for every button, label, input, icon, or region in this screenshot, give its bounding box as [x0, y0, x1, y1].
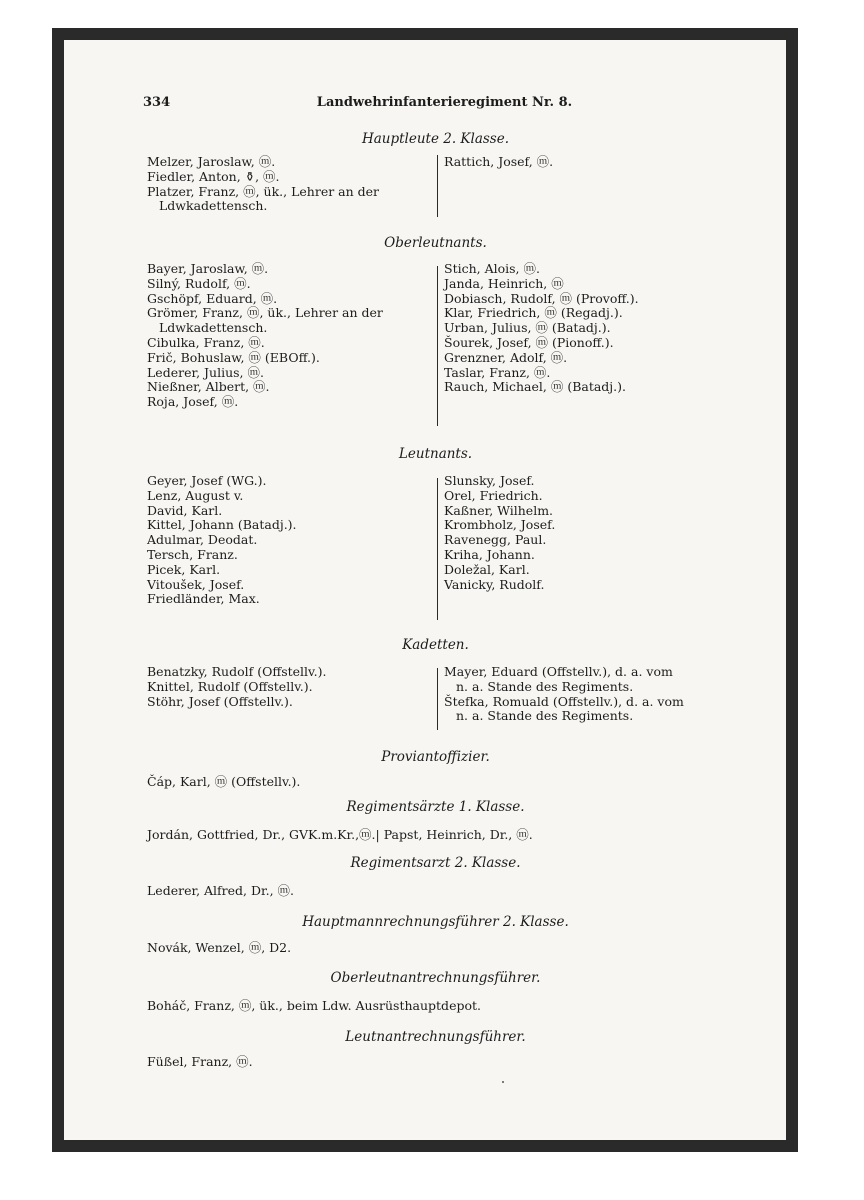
- list-item: Picek, Karl.: [147, 561, 221, 577]
- heading-oberleutnantrechnungsfuehrer: Oberleutnantrechnungsführer.: [330, 970, 541, 986]
- list-item: Grenzner, Adolf, ⓜ.: [444, 349, 568, 365]
- list-item: Ldwkadettensch.: [159, 320, 268, 336]
- list-item: Rauch, Michael, ⓜ (Batadj.).: [444, 379, 627, 395]
- kadetten-left-column: [147, 665, 326, 709]
- list-item: Stöhr, Josef (Offstellv.).: [147, 693, 293, 709]
- list-item: Rattich, Josef, ⓜ.: [444, 154, 554, 169]
- heading-kadetten: Kadetten.: [402, 637, 469, 653]
- list-item: Knittel, Rudolf (Offstellv.).: [147, 678, 313, 694]
- heading-leutnantrechnungsfuehrer: Leutnantrechnungsführer.: [345, 1029, 526, 1045]
- column-divider: [437, 266, 438, 426]
- heading-hauptleute: Hauptleute 2. Klasse.: [361, 131, 510, 147]
- list-item: Doležal, Karl.: [444, 561, 530, 577]
- list-item: Cibulka, Franz, ⓜ.: [147, 334, 265, 350]
- list-item: Kittel, Johann (Batadj.).: [147, 517, 297, 533]
- list-item: Stich, Alois, ⓜ.: [444, 261, 540, 276]
- list-item: Platzer, Franz, ⓜ, ük., Lehrer an der: [147, 183, 380, 199]
- list-item: Klar, Friedrich, ⓜ (Regadj.).: [444, 305, 623, 321]
- list-item: Tersch, Franz.: [147, 546, 238, 562]
- column-divider: [437, 155, 438, 217]
- list-item: Dobiasch, Rudolf, ⓜ (Provoff.).: [444, 290, 639, 306]
- heading-regimentsaerzte: Regimentsärzte 1. Klasse.: [346, 799, 525, 815]
- list-item: Gschöpf, Eduard, ⓜ.: [147, 290, 278, 306]
- list-item: Kriha, Johann.: [444, 546, 535, 562]
- regimentsaerzte-entry: Jordán, Gottfried, Dr., GVK.m.Kr.,ⓜ.| Papst, Heinrich, Dr., ⓜ.: [147, 827, 533, 842]
- list-item: Lederer, Julius, ⓜ.: [147, 364, 264, 380]
- list-item: n. a. Stande des Regiments.: [456, 708, 634, 724]
- proviant-entry: Čáp, Karl, ⓜ (Offstellv.).: [147, 774, 301, 789]
- list-item: n. a. Stande des Regiments.: [456, 678, 634, 694]
- list-item: Krombholz, Josef.: [444, 517, 556, 533]
- column-divider: [437, 478, 438, 620]
- list-item: Friedländer, Max.: [147, 591, 260, 607]
- hauptleute-right-column: [444, 155, 553, 170]
- list-item: David, Karl.: [147, 502, 223, 518]
- page-header: [143, 95, 746, 111]
- oberleutnants-right-column: [444, 262, 639, 395]
- heading-leutnants: Leutnants.: [398, 446, 473, 462]
- list-item: Ravenegg, Paul.: [444, 532, 547, 548]
- leutnants-right-column: [444, 474, 555, 592]
- list-item: Kaßner, Wilhelm.: [444, 502, 554, 518]
- list-item: Janda, Heinrich, ⓜ: [444, 275, 564, 291]
- regimentsarzt-2-entry: Lederer, Alfred, Dr., ⓜ.: [147, 883, 295, 898]
- oberleutnants-left-column: [147, 262, 383, 410]
- list-item: Štefka, Romuald (Offstellv.), d. a. vom: [444, 693, 684, 709]
- list-item: Orel, Friedrich.: [444, 487, 543, 503]
- list-item: Vitoušek, Josef.: [147, 576, 245, 592]
- heading-hauptmannrechnungsfuehrer: Hauptmannrechnungsführer 2. Klasse.: [302, 914, 569, 930]
- list-item: Lenz, August v.: [147, 487, 244, 503]
- column-divider: [437, 668, 438, 730]
- list-item: Bayer, Jaroslaw, ⓜ.: [147, 261, 269, 276]
- list-item: Slunsky, Josef.: [444, 473, 535, 488]
- list-item: Urban, Julius, ⓜ (Batadj.).: [444, 320, 611, 336]
- list-item: Taslar, Franz, ⓜ.: [444, 364, 551, 380]
- list-item: Grömer, Franz, ⓜ, ük., Lehrer an der: [147, 305, 383, 321]
- page-title: Landwehrinfanterieregiment Nr. 8.: [316, 95, 573, 110]
- list-item: Frič, Bohuslaw, ⓜ (EBOff.).: [147, 349, 320, 365]
- list-item: Benatzky, Rudolf (Offstellv.).: [147, 664, 327, 679]
- heading-regimentsarzt-2: Regimentsarzt 2. Klasse.: [350, 855, 521, 871]
- heading-proviantoffizier: Proviantoffizier.: [381, 749, 490, 765]
- oberleutnantrechnungsfuehrer-entry: Boháč, Franz, ⓜ, ük., beim Ldw. Ausrüsthauptdepot.: [147, 998, 481, 1013]
- leutnants-left-column: [147, 474, 297, 607]
- kadetten-right-column: [444, 665, 684, 724]
- list-item: Roja, Josef, ⓜ.: [147, 394, 239, 410]
- list-item: Vanicky, Rudolf.: [444, 576, 545, 592]
- list-item: Šourek, Josef, ⓜ (Pionoff.).: [444, 334, 614, 350]
- list-item: Adulmar, Deodat.: [147, 532, 258, 548]
- page-number: 334: [143, 95, 171, 110]
- heading-oberleutnants: Oberleutnants.: [384, 235, 487, 251]
- list-item: Melzer, Jaroslaw, ⓜ.: [147, 154, 276, 169]
- list-item: Geyer, Josef (WG.).: [147, 473, 267, 488]
- list-item: Ldwkadettensch.: [159, 198, 268, 214]
- leutnantrechnungsfuehrer-entry: Füßel, Franz, ⓜ.: [147, 1054, 253, 1069]
- list-item: Fiedler, Anton, ⚱, ⓜ.: [147, 168, 280, 184]
- list-item: Silný, Rudolf, ⓜ.: [147, 275, 251, 291]
- list-item: Nießner, Albert, ⓜ.: [147, 379, 270, 395]
- hauptmannrechnungsfuehrer-entry: Novák, Wenzel, ⓜ, D2.: [147, 940, 292, 955]
- hauptleute-left-column: [147, 155, 379, 214]
- print-speck: [502, 1081, 504, 1083]
- list-item: Mayer, Eduard (Offstellv.), d. a. vom: [444, 664, 673, 679]
